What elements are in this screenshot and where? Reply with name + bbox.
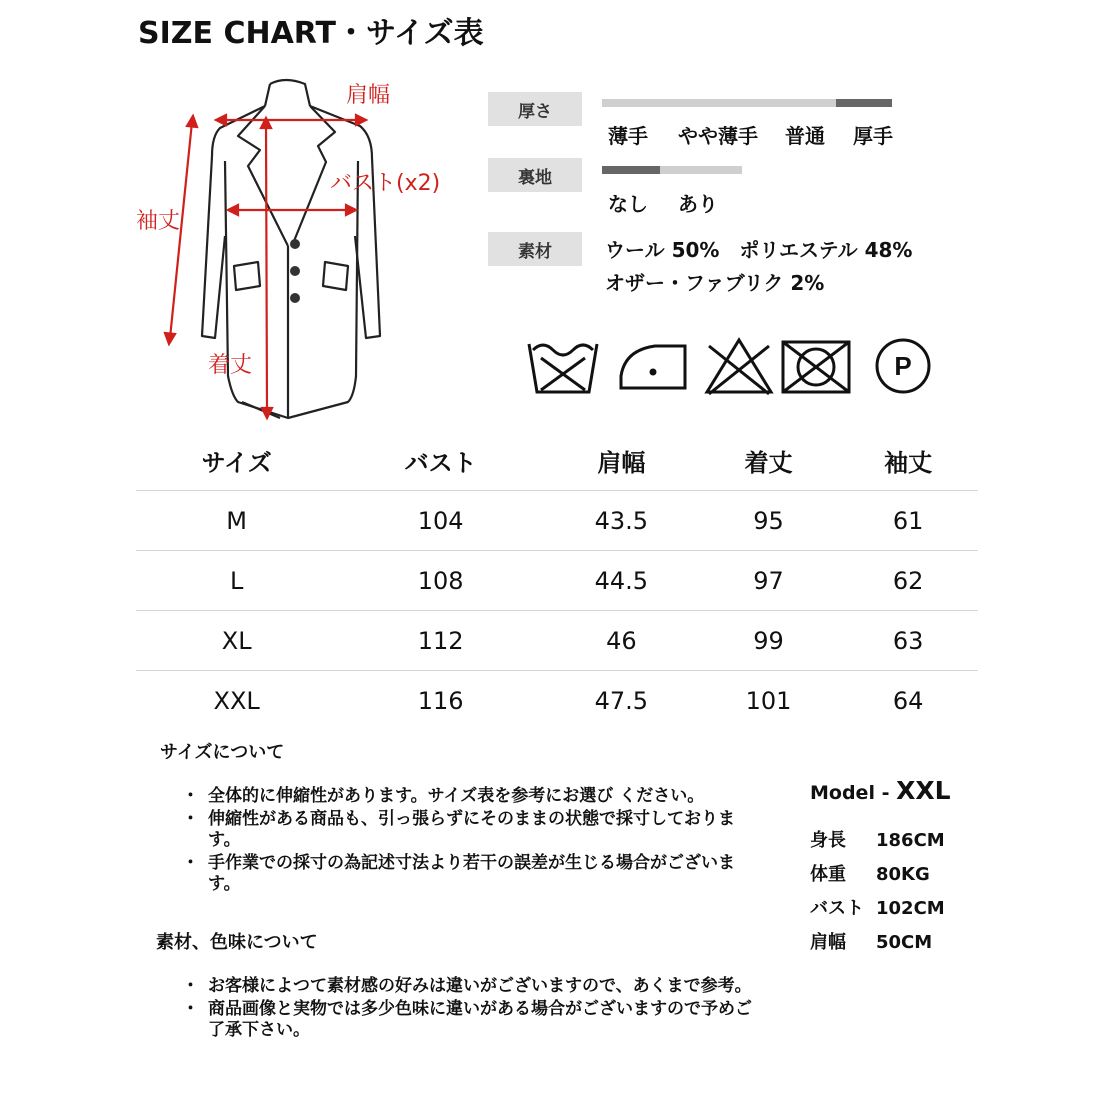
table-row — [136, 551, 978, 611]
color-notes-list — [180, 976, 760, 1043]
cell-sleeve: 62 — [838, 551, 978, 611]
cell-bust: 108 — [337, 551, 544, 611]
size-notes-heading: サイズについて — [160, 742, 285, 763]
cell-shoulder: 43.5 — [544, 491, 699, 551]
model-bust — [810, 894, 945, 920]
list-item: ・ 商品画像と実物では多少色味に違いがある場合がございますので予めご了承下さい。 — [180, 999, 760, 1041]
header-bust: バスト — [337, 430, 544, 491]
model-stat-value: 80KG — [876, 864, 930, 885]
list-item: ・ 手作業での採寸の為記述寸法より若干の誤差が生じる場合がございます。 — [180, 853, 760, 895]
thickness-option-slightly-thin: やや薄手 — [678, 124, 758, 148]
sleeve-label: 袖丈 — [136, 209, 181, 234]
model-stat-key: 身長 — [810, 830, 846, 851]
header-sleeve: 袖丈 — [838, 430, 978, 491]
page-title: SIZE CHART・サイズ表 — [138, 16, 484, 51]
cell-sleeve: 64 — [892, 686, 924, 715]
cell-shoulder: 46 — [544, 611, 699, 671]
cell-length: 97 — [699, 551, 839, 611]
cell-sleeve: 61 — [838, 491, 978, 551]
header-length: 着丈 — [699, 430, 839, 491]
cell-size: L — [136, 551, 337, 611]
care-icons — [525, 336, 945, 398]
material-line-2: オザー・ファブリク 2% — [605, 271, 825, 295]
cell-shoulder: 44.5 — [544, 551, 699, 611]
model-height — [810, 826, 945, 852]
lining-option-none: なし — [608, 192, 648, 216]
cell-length: 95 — [699, 491, 839, 551]
no-tumble-dry-icon — [783, 342, 849, 392]
table-header-row — [136, 430, 978, 491]
list-item: ・ 伸縮性がある商品も、引っ張らずにそのままの状態で採寸しております。 — [180, 809, 760, 851]
model-stat-value: 50CM — [876, 932, 933, 953]
thickness-option-normal: 普通 — [785, 124, 825, 148]
dry-clean-p-letter: P — [894, 351, 912, 381]
thickness-label: 厚さ — [488, 92, 582, 126]
shoulder-label: 肩幅 — [346, 83, 391, 108]
model-stat-value: 102CM — [876, 898, 945, 919]
cell-length: 101 — [745, 686, 792, 715]
size-table — [136, 430, 978, 730]
lining-selected-segment — [602, 166, 660, 174]
model-weight — [810, 860, 930, 886]
thickness-selected-segment — [836, 99, 892, 107]
cell-bust: 104 — [337, 491, 544, 551]
list-item: ・ 全体的に伸縮性があります。サイズ表を参考にお選び ください。 — [180, 786, 760, 807]
cell-length: 99 — [699, 611, 839, 671]
wash-limited-icon — [529, 344, 597, 392]
model-title — [810, 776, 951, 805]
cell-bust: 116 — [417, 686, 464, 715]
material-line-1: ウール 50% ポリエステル 48% — [605, 238, 913, 262]
cell-shoulder: 47.5 — [594, 686, 649, 715]
thickness-option-thick: 厚手 — [853, 124, 893, 148]
lining-label: 裏地 — [488, 158, 582, 192]
lining-option-yes: あり — [678, 192, 718, 216]
model-prefix: Model - — [810, 782, 897, 804]
model-size: XXL — [896, 776, 951, 805]
material-label: 素材 — [488, 232, 582, 266]
coat-diagram — [120, 66, 450, 426]
model-stat-key: 肩幅 — [810, 932, 846, 953]
length-label: 着丈 — [208, 353, 253, 378]
coat-illustration — [120, 66, 450, 426]
model-stat-key: 体重 — [810, 864, 846, 885]
cell-sleeve: 63 — [838, 611, 978, 671]
lining-scale — [602, 166, 742, 174]
cell-size: M — [136, 491, 337, 551]
no-bleach-icon — [707, 340, 771, 394]
list-item: ・ お客様によつて素材感の好みは違いがございますので、あくまで参考。 — [180, 976, 760, 997]
model-shoulder — [810, 928, 932, 954]
table-row — [136, 671, 978, 731]
model-stat-key: バスト — [810, 898, 864, 919]
cell-bust: 112 — [337, 611, 544, 671]
table-row — [136, 611, 978, 671]
table-row — [136, 491, 978, 551]
header-shoulder: 肩幅 — [544, 430, 699, 491]
cell-size: XXL — [213, 686, 260, 715]
thickness-scale — [602, 99, 892, 107]
cell-size: XL — [136, 611, 337, 671]
size-notes-list — [180, 786, 760, 897]
header-size: サイズ — [136, 430, 337, 491]
iron-low-icon — [621, 346, 685, 388]
thickness-option-thin: 薄手 — [608, 124, 648, 148]
color-notes-heading: 素材、色味について — [156, 932, 318, 953]
bust-label: バスト(x2) — [330, 171, 441, 196]
model-stat-value: 186CM — [876, 830, 945, 851]
